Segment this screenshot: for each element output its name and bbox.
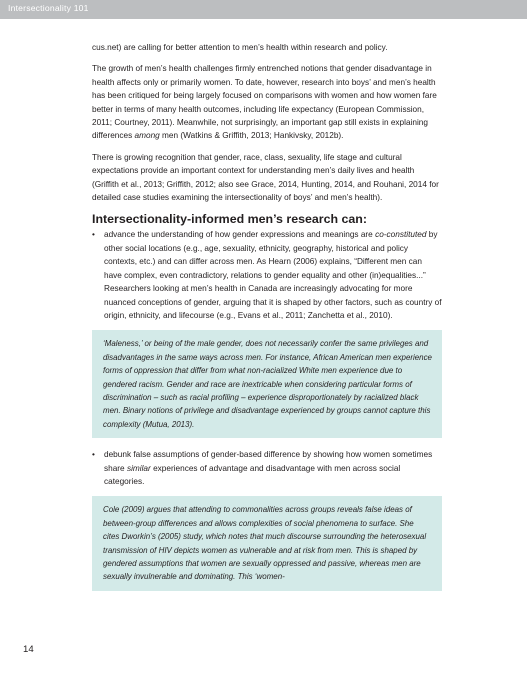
body-paragraph: There is growing recognition that gender, race, class, sexuality, life stage and cultural expectations provide an important context for understanding men’s daily lives and health (Griffith et al., 2013; Griffith, 2012; also see Grace, 2014, Hunting, 2014, and Rouhani, 2014 for detailed case studies examining the intersectionality of boys’ and men’s health). (92, 152, 439, 203)
emphasis-text: among (134, 131, 160, 141)
body-paragraph: cus.net) are calling for better attention to men’s health within research and policy. (92, 43, 388, 52)
bullet-text: by other social locations (e.g., age, sexuality, ethnicity, geography, historical and policy contexts, etc.) and can differ across men. As Hearn (2006) explains, “Different men can have complex, even contradictory, relations to gender equality and other (in)equalities...” Researchers looking at men’s health in Canada are increasingly advocating for more nuanced conceptions of gender, arguing that it is shaped by other factors, such as country of origin, ethnicity, and lifecourse (e.g., Evans et al., 2011; Zanchetta et al., 2010). (104, 230, 442, 320)
emphasis-text: co-constituted (375, 230, 427, 240)
bullet-marker: • (92, 450, 95, 460)
bullet-text: advance the understanding of how gender expressions and meanings are (104, 230, 376, 240)
paragraph-text: The growth of men’s health challenges firmly entrenched notions that gender disadvantage in health affects only or primarily women. To date, however, research into boys’ and men’s health has been critiqued for being largely focused on comparisons with women and how women fare better in terms of many health outcomes, including life expectancy (European Commission, 2011; Courtney, 2011). Meanwhile, not surprisingly, an important gap still exists in explaining differences (92, 64, 437, 141)
bullet-marker: • (92, 230, 95, 240)
callout-box: Cole (2009) argues that attending to commonalities across groups reveals false ideas of between-group differences and allows complexities of social phenomena to surface. She cites Dworkin’s (2005) study, which notes that much discourse surrounding the heterosexual transmission of HIV depicts women as vulnerable and at risk from men. This is shaped by gendered assumptions that women are sexually oppressed and passive, whereas men are sexually invulnerable and dominating. This ‘women- (92, 496, 442, 590)
bullet-text: debunk false assumptions of gender-based difference by showing how women sometimes share (104, 450, 433, 473)
page-body (92, 41, 442, 601)
bullet-text: experiences of advantage and disadvantage with men across social categories. (104, 463, 401, 486)
page-number: 14 (23, 644, 34, 655)
body-paragraph (92, 62, 442, 142)
paragraph-text: men (Watkins & Griffith, 2013; Hankivsky, 2012b). (159, 131, 344, 141)
running-header (0, 0, 527, 19)
bullet-item (92, 448, 442, 488)
running-header-title: Intersectionality 101 (8, 3, 89, 13)
callout-box: ‘Maleness,’ or being of the male gender, does not necessarily confer the same privileges and disadvantages in the same ways across men. For instance, African American men experience forms of oppression that differ from what non-racialized White men experience due to gendered racism. Gender and race are inextricable when considering particular forms of discrimination – such as racial profiling – experience disproportionately by racialized black men. Binary notions of privilege and disadvantage experienced by groups cannot capture this complexity (Mutua, 2013). (92, 330, 442, 438)
section-heading: Intersectionality-informed men’s research can: (92, 212, 367, 227)
bullet-item (92, 228, 442, 322)
emphasis-text: similar (126, 463, 151, 473)
